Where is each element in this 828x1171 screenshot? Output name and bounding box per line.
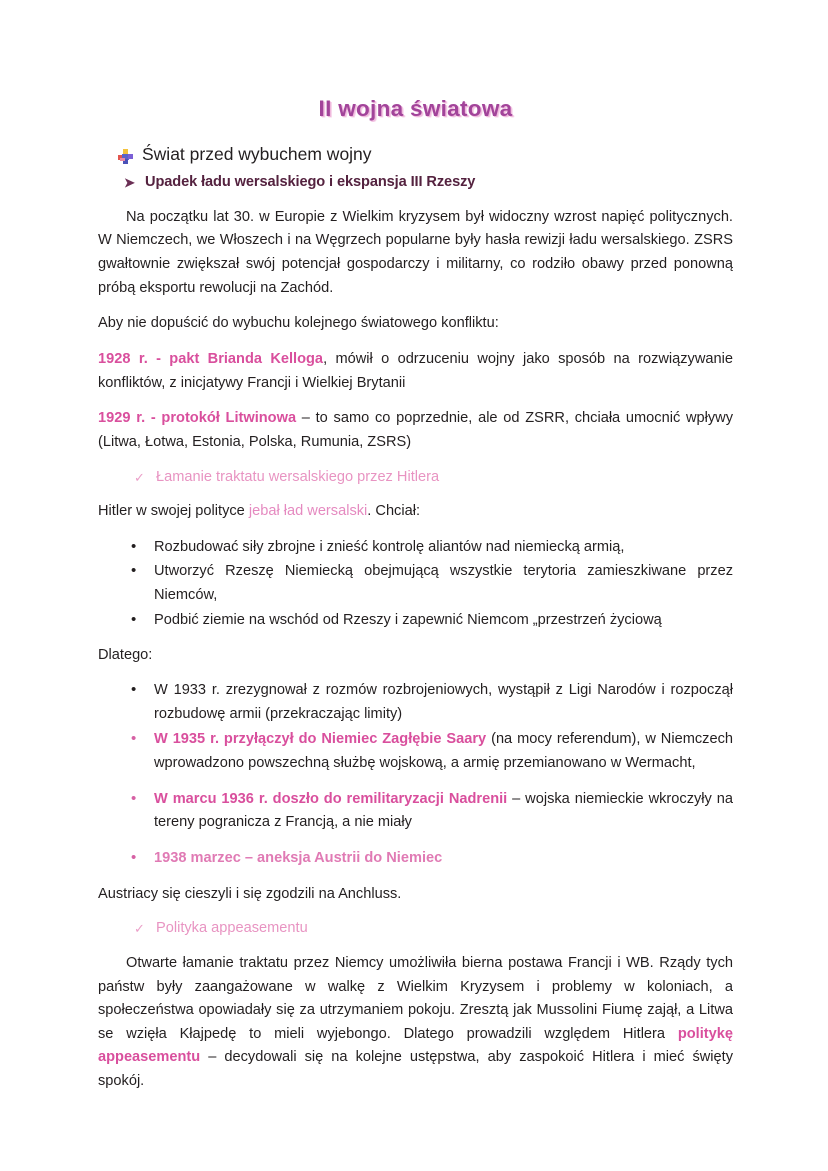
- paragraph-intro: Na początku lat 30. w Europie z Wielkim kryzysem był widoczny wzrost napięć politycznych. W Niemczech, we Włoszech i na Węgrzech popularne były hasła rewizji ładu wersalskiego. ZSRS gwałtownie zwiększał swój potencjał gospodarczy i militarny, co rodziło obawy przed ponowną próbą eksportu rewolucji na Zachód.: [98, 208, 733, 296]
- highlight-polityke-appeasementu: politykę appeasementu: [98, 1025, 733, 1066]
- list-item-highlight: 1938 marzec – aneksja Austrii do Niemiec: [154, 849, 443, 866]
- paragraph-hitler-polityka-b: . Chciał:: [367, 503, 421, 520]
- highlight-protokol-1929: 1929 r. - protokół Litwinowa: [98, 410, 297, 427]
- subsection-heading-upadek-ladu: [98, 173, 733, 192]
- subsection-heading-label: Upadek ładu wersalskiego i ekspansja III Rzeszy: [145, 173, 476, 190]
- list-item-text: – wojska niemieckie wkroczyły na tereny pogranicza z Francją, a nie miały: [154, 790, 733, 831]
- paragraph-pakt-1928: [98, 348, 733, 395]
- list-item: • Utworzyć Rzeszę Niemiecką obejmującą wszystkie terytoria zamieszkiwane przez Niemców,: [154, 560, 733, 607]
- list-dlatego: [98, 679, 733, 870]
- list-item-text: (na mocy referendum), w Niemczech wprowadzono powszechną służbę wojskową, a armię przemianowano w Wermacht,: [154, 731, 733, 771]
- paragraph-austriacy: Austriacy się cieszyli i się zgodzili na Anchluss.: [98, 885, 402, 902]
- paragraph-appeasement: [98, 952, 733, 1094]
- highlight-jebal-lad-wersalski: jebał ład wersalski: [248, 503, 368, 520]
- list-item: [154, 847, 733, 871]
- page-title: II wojna światowa: [318, 96, 513, 121]
- list-item-highlight: W 1935 r. przyłączył do Niemiec Zagłębie Saary: [154, 731, 487, 748]
- document-content: [98, 96, 733, 1106]
- multicolor-cross-icon: [118, 149, 133, 164]
- list-item: [154, 679, 733, 726]
- list-hitler-goals: [98, 536, 733, 633]
- section-heading-swiat-przed-wybuchem: [98, 144, 733, 166]
- list-item: [154, 728, 733, 775]
- section-heading-label: Świat przed wybuchem wojny: [142, 143, 372, 164]
- subheading-lamanie-traktatu-label: Łamanie traktatu wersalskiego przez Hitlera: [156, 468, 440, 485]
- paragraph-protokol-1929-rest: – to samo co poprzednie, ale od ZSRR, chciała umocnić wpływy (Litwa, Łotwa, Estonia, Polska, Rumunia, ZSRS): [98, 410, 733, 450]
- paragraph-pakt-1928-rest: , mówił o odrzuceniu wojny jako sposób na rozwiązywanie konfliktów, z inicjatywy Francji i Wielkiej Brytanii: [98, 350, 733, 391]
- paragraph-aby-nie-dopuscic: Aby nie dopuścić do wybuchu kolejnego światowego konfliktu:: [98, 315, 499, 332]
- check-icon: ✓: [134, 921, 145, 937]
- subheading-lamanie-traktatu: [98, 468, 733, 488]
- paragraph-hitler-polityka: [98, 500, 733, 524]
- list-item-highlight: W marcu 1936 r. doszło do remilitaryzacji Nadrenii: [154, 790, 508, 807]
- list-item: [154, 788, 733, 835]
- paragraph-protokol-1929: [98, 407, 733, 454]
- paragraph-appeasement-a: Otwarte łamanie traktatu przez Niemcy umożliwiła bierna postawa Francji i WB. Rządy tych państw były zaangażowane w walkę z Wielkim Kryzysem i problemy w koloniach, a społeczeństwa opowiadały się za utrzymaniem pokoju. Zresztą jak Mussolini Fiumę zajął, a Litwa se wzięła Kłajpedę to mieli wyjebongo. Dlatego prowadzili względem Hitlera: [98, 954, 733, 1042]
- list-item: • Podbić ziemie na wschód od Rzeszy i zapewnić Niemcom „przestrzeń życiową: [154, 609, 733, 633]
- subheading-polityka-appeasementu-label: Polityka appeasementu: [156, 920, 308, 937]
- highlight-pakt-1928: 1928 r. - pakt Brianda Kelloga: [98, 350, 324, 367]
- paragraph-hitler-polityka-a: Hitler w swojej polityce: [98, 503, 249, 520]
- paragraph-dlatego: Dlatego:: [98, 647, 153, 664]
- check-icon: ✓: [134, 469, 145, 485]
- list-item-text: W 1933 r. zrezygnował z rozmów rozbrojeniowych, wystąpił z Ligi Narodów i rozpoczął rozbudowę armii (przekraczając limity): [154, 682, 733, 722]
- paragraph-appeasement-b: – decydowali się na kolejne ustępstwa, aby zaspokoić Hitlera i mieć święty spokój.: [98, 1049, 733, 1090]
- subheading-polityka-appeasementu: [98, 919, 733, 939]
- list-item: • Rozbudować siły zbrojne i znieść kontrolę aliantów nad niemiecką armią,: [154, 536, 733, 560]
- arrow-right-icon: ➤: [124, 174, 135, 190]
